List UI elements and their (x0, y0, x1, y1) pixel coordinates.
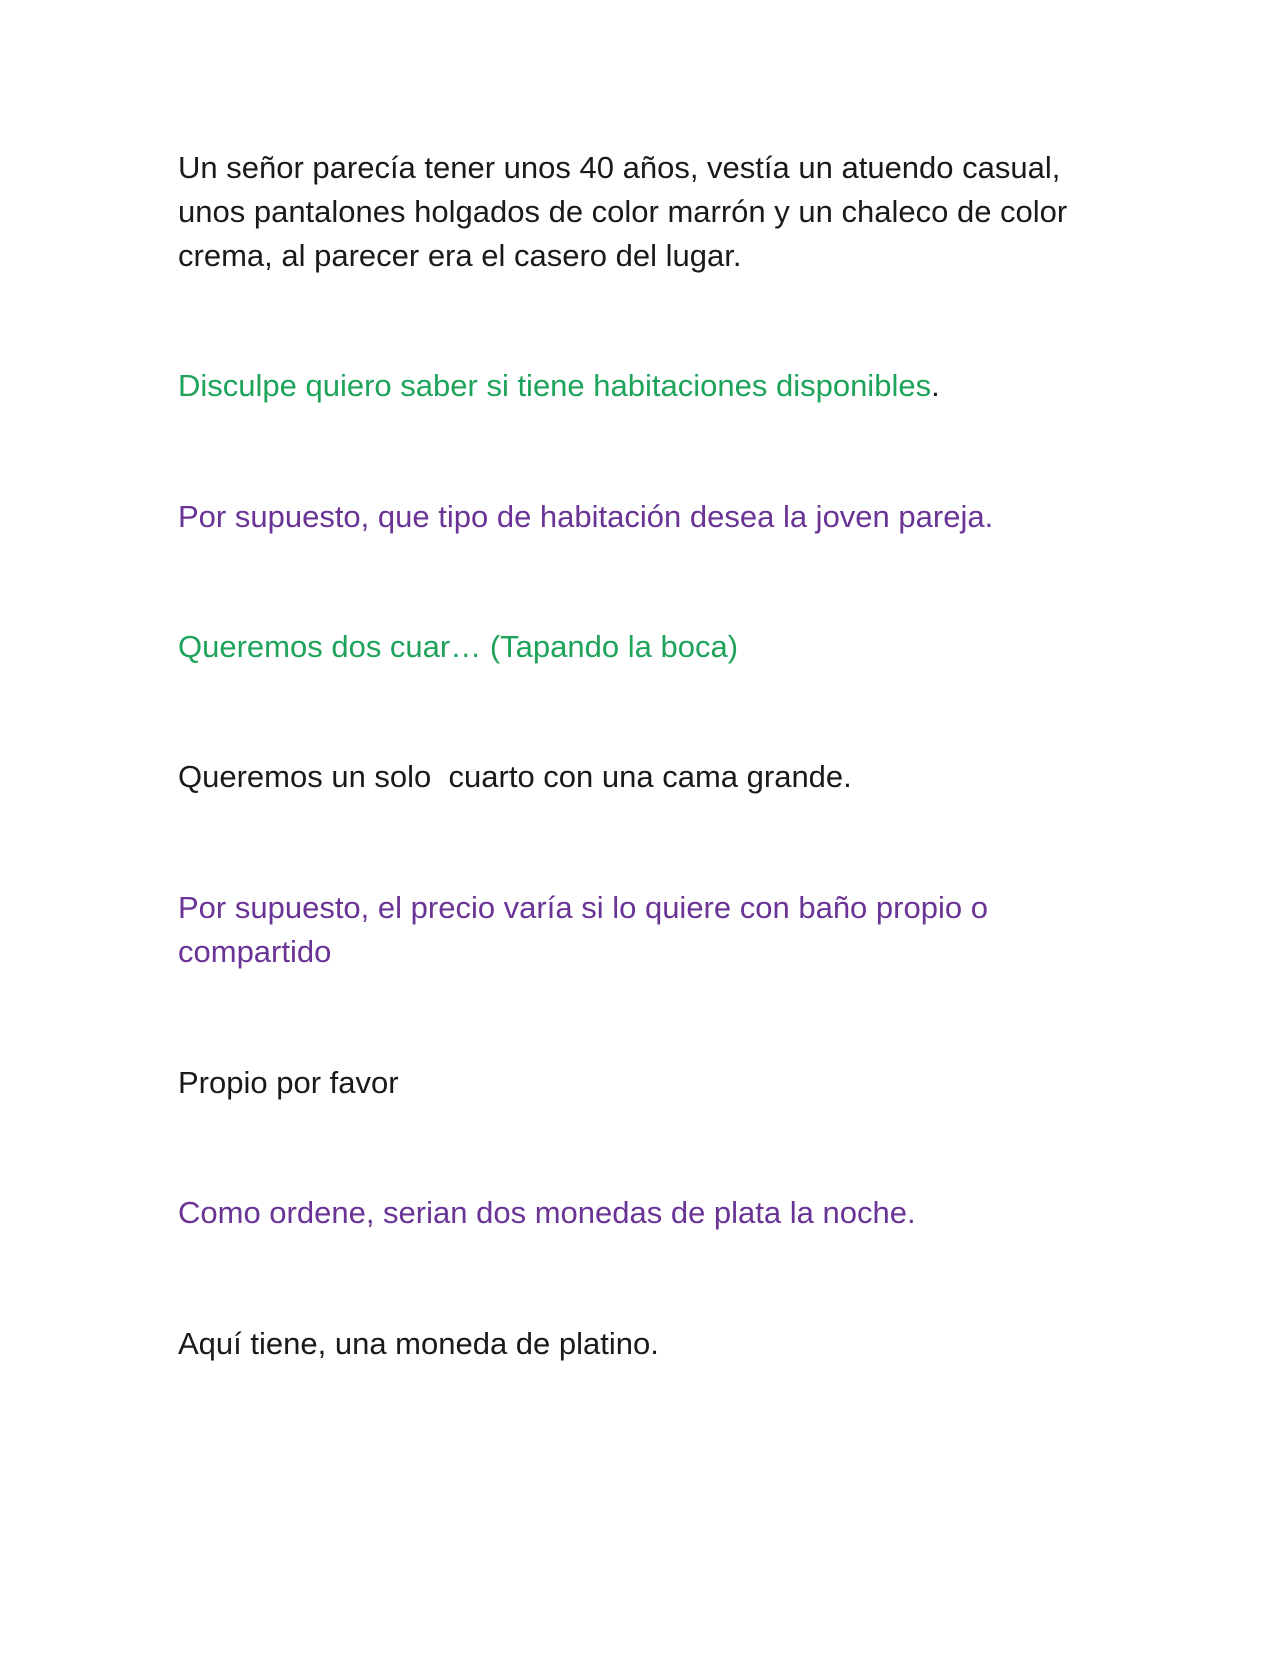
paragraph-text: Por supuesto, el precio varía si lo quiere con baño propio o compartido (178, 890, 988, 969)
paragraph-text: Propio por favor (178, 1065, 399, 1100)
paragraph-text: Como ordene, serian dos monedas de plata la noche. (178, 1195, 916, 1230)
dialogue-line-guest (178, 364, 1098, 408)
dialogue-line-landlord (178, 1191, 1098, 1235)
narration-paragraph (178, 146, 1098, 278)
dialogue-line (178, 755, 1098, 799)
dialogue-line-landlord (178, 495, 1098, 539)
dialogue-line (178, 1061, 1098, 1105)
paragraph-text: Queremos un solo cuarto con una cama grande. (178, 759, 852, 794)
paragraph-text: Por supuesto, que tipo de habitación desea la joven pareja. (178, 499, 994, 534)
dialogue-line (178, 1322, 1098, 1366)
paragraph-text: Queremos dos cuar… (Tapando la boca) (178, 629, 739, 664)
paragraph-text: Un señor parecía tener unos 40 años, vestía un atuendo casual, unos pantalones holgados de color marrón y un chaleco de color crema, al parecer era el casero del lugar. (178, 150, 1068, 273)
dialogue-line-guest (178, 625, 1098, 669)
dialogue-line-landlord (178, 886, 1098, 974)
trailing-period: . (931, 368, 940, 403)
paragraph-text: Aquí tiene, una moneda de platino. (178, 1326, 659, 1361)
paragraph-text: Disculpe quiero saber si tiene habitaciones disponibles (178, 368, 932, 403)
